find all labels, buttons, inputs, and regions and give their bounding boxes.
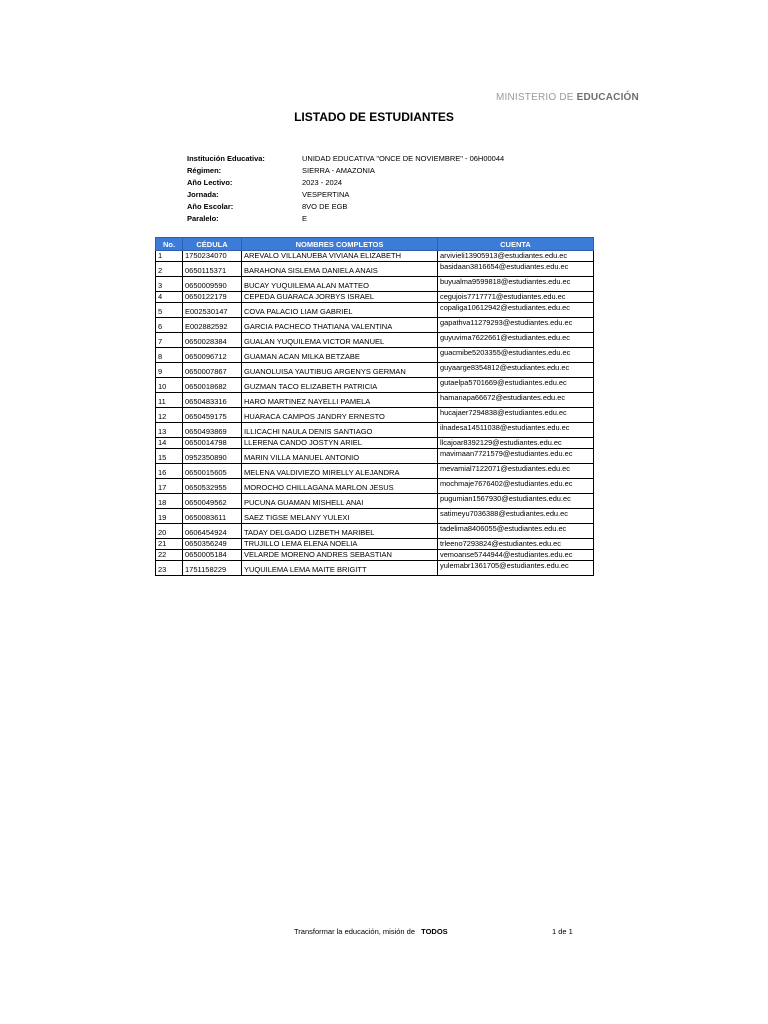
cell-name: GUAMAN ACAN MILKA BETZABE <box>242 348 438 363</box>
cell-name: HARO MARTINEZ NAYELLI PAMELA <box>242 393 438 408</box>
page-indicator: 1 de 1 <box>552 927 573 936</box>
cell-cedula: 0650483316 <box>183 393 242 408</box>
cell-cedula: 0650356249 <box>183 539 242 550</box>
cell-email: mochmaje7676402@estudiantes.edu.ec <box>438 479 594 494</box>
table-row <box>156 494 594 509</box>
cell-email: yulemabr1361705@estudiantes.edu.ec <box>438 561 594 576</box>
table-row <box>156 333 594 348</box>
footer-slogan <box>294 927 448 936</box>
page-title: LISTADO DE ESTUDIANTES <box>294 110 454 124</box>
cell-name: CEPEDA GUARACA JORBYS ISRAEL <box>242 292 438 303</box>
table-row <box>156 550 594 561</box>
cell-cedula: 0650015605 <box>183 464 242 479</box>
info-row <box>187 189 504 201</box>
cell-email: hucajaer7294838@estudiantes.edu.ec <box>438 408 594 423</box>
cell-email: cegujois7717771@estudiantes.edu.ec <box>438 292 594 303</box>
cell-cedula: 0650005184 <box>183 550 242 561</box>
table-row <box>156 348 594 363</box>
table-row <box>156 561 594 576</box>
info-value: SIERRA - AMAZONIA <box>302 166 375 175</box>
cell-email: satimeyu7036388@estudiantes.edu.ec <box>438 509 594 524</box>
cell-name: LLERENA CANDO JOSTYN ARIEL <box>242 438 438 449</box>
cell-name: GARCIA PACHECO THATIANA VALENTINA <box>242 318 438 333</box>
cell-no: 11 <box>156 393 183 408</box>
info-label: Año Escolar: <box>187 202 234 211</box>
cell-no: 4 <box>156 292 183 303</box>
cell-cedula: E002530147 <box>183 303 242 318</box>
cell-email: gutaelpa5701669@estudiantes.edu.ec <box>438 378 594 393</box>
students-table <box>155 237 594 576</box>
info-value: E <box>302 214 308 223</box>
cell-no: 6 <box>156 318 183 333</box>
info-label: Año Lectivo: <box>187 178 233 187</box>
cell-name: SAEZ TIGSE MELANY YULEXI <box>242 509 438 524</box>
cell-cedula: E002882592 <box>183 318 242 333</box>
info-value: VESPERTINA <box>302 190 350 199</box>
cell-cedula: 0650083611 <box>183 509 242 524</box>
table-row <box>156 464 594 479</box>
cell-cedula: 0952350890 <box>183 449 242 464</box>
cell-no: 10 <box>156 378 183 393</box>
cell-name: MOROCHO CHILLAGANA MARLON JESUS <box>242 479 438 494</box>
cell-cedula: 0650028384 <box>183 333 242 348</box>
footer-bold: TODOS <box>421 927 448 936</box>
table-row <box>156 524 594 539</box>
cell-cedula: 0606454924 <box>183 524 242 539</box>
cell-email: mevamial7122071@estudiantes.edu.ec <box>438 464 594 479</box>
info-row <box>187 213 504 225</box>
cell-no: 14 <box>156 438 183 449</box>
cell-cedula: 1751158229 <box>183 561 242 576</box>
cell-name: YUQUILEMA LEMA MAITE BRIGITT <box>242 561 438 576</box>
footer-text: Transformar la educación, misión de <box>294 927 416 936</box>
cell-name: BARAHONA SISLEMA DANIELA ANAIS <box>242 262 438 277</box>
cell-name: TADAY DELGADO LIZBETH MARIBEL <box>242 524 438 539</box>
cell-cedula: 0650009590 <box>183 277 242 292</box>
info-label: Institución Educativa: <box>187 154 265 163</box>
cell-no: 21 <box>156 539 183 550</box>
table-row <box>156 423 594 438</box>
cell-no: 17 <box>156 479 183 494</box>
table-row <box>156 539 594 550</box>
cell-no: 18 <box>156 494 183 509</box>
cell-name: AREVALO VILLANUEBA VIVIANA ELIZABETH <box>242 251 438 262</box>
cell-email: vemoanse5744944@estudiantes.edu.ec <box>438 550 594 561</box>
cell-name: COVA PALACIO LIAM GABRIEL <box>242 303 438 318</box>
cell-email: pugumian1567930@estudiantes.edu.ec <box>438 494 594 509</box>
cell-no: 9 <box>156 363 183 378</box>
cell-cedula: 0650493869 <box>183 423 242 438</box>
info-value: 8VO DE EGB <box>302 202 348 211</box>
cell-email: arvivieli13905913@estudiantes.edu.ec <box>438 251 594 262</box>
table-row <box>156 438 594 449</box>
table-row <box>156 277 594 292</box>
cell-email: trleeno7293824@estudiantes.edu.ec <box>438 539 594 550</box>
cell-name: BUCAY YUQUILEMA ALAN MATTEO <box>242 277 438 292</box>
table-row <box>156 318 594 333</box>
table-row <box>156 292 594 303</box>
cell-cedula: 0650115371 <box>183 262 242 277</box>
cell-cedula: 0650096712 <box>183 348 242 363</box>
cell-no: 16 <box>156 464 183 479</box>
cell-email: mavimaan7721579@estudiantes.edu.ec <box>438 449 594 464</box>
header-account: CUENTA <box>438 238 594 251</box>
cell-email: gapathva11279293@estudiantes.edu.ec <box>438 318 594 333</box>
cell-email: hamanapa66672@estudiantes.edu.ec <box>438 393 594 408</box>
info-row <box>187 153 504 165</box>
header-cedula: CÉDULA <box>183 238 242 251</box>
ministry-logo <box>496 92 639 103</box>
info-row <box>187 201 504 213</box>
cell-email: guacmibe5203355@estudiantes.edu.ec <box>438 348 594 363</box>
cell-cedula: 1750234070 <box>183 251 242 262</box>
cell-cedula: 0650014798 <box>183 438 242 449</box>
cell-no: 22 <box>156 550 183 561</box>
table-row <box>156 303 594 318</box>
info-value: 2023 - 2024 <box>302 178 343 187</box>
cell-cedula: 0650122179 <box>183 292 242 303</box>
cell-cedula: 0650459175 <box>183 408 242 423</box>
cell-no: 8 <box>156 348 183 363</box>
cell-no: 7 <box>156 333 183 348</box>
cell-name: MARIN VILLA MANUEL ANTONIO <box>242 449 438 464</box>
cell-email: copaliga10612942@estudiantes.edu.ec <box>438 303 594 318</box>
table-row <box>156 363 594 378</box>
logo-bold: EDUCACIÓN <box>576 92 639 103</box>
cell-email: guyuvima7622661@estudiantes.edu.ec <box>438 333 594 348</box>
table-row <box>156 262 594 277</box>
cell-no: 2 <box>156 262 183 277</box>
cell-name: VELARDE MORENO ANDRES SEBASTIAN <box>242 550 438 561</box>
cell-name: MELENA VALDIVIEZO MIRELLY ALEJANDRA <box>242 464 438 479</box>
cell-no: 15 <box>156 449 183 464</box>
cell-email: ilnadesa14511038@estudiantes.edu.ec <box>438 423 594 438</box>
cell-no: 23 <box>156 561 183 576</box>
info-row <box>187 177 504 189</box>
table-row <box>156 408 594 423</box>
cell-email: tadelima8406055@estudiantes.edu.ec <box>438 524 594 539</box>
institution-info <box>187 153 504 225</box>
cell-cedula: 0650532955 <box>183 479 242 494</box>
info-label: Paralelo: <box>187 214 219 223</box>
students-table-body <box>156 251 594 576</box>
cell-name: PUCUNA GUAMAN MISHELL ANAI <box>242 494 438 509</box>
table-row <box>156 393 594 408</box>
info-label: Régimen: <box>187 166 222 175</box>
info-value: UNIDAD EDUCATIVA "ONCE DE NOVIEMBRE" - 06H00044 <box>302 154 505 163</box>
cell-email: buyualma9599818@estudiantes.edu.ec <box>438 277 594 292</box>
table-row <box>156 449 594 464</box>
cell-name: TRUJILLO LEMA ELENA NOELIA <box>242 539 438 550</box>
header-no: No. <box>156 238 183 251</box>
table-row <box>156 479 594 494</box>
cell-cedula: 0650007867 <box>183 363 242 378</box>
cell-no: 12 <box>156 408 183 423</box>
info-label: Jornada: <box>187 190 219 199</box>
cell-no: 1 <box>156 251 183 262</box>
cell-name: GUALAN YUQUILEMA VICTOR MANUEL <box>242 333 438 348</box>
cell-no: 20 <box>156 524 183 539</box>
header-name: NOMBRES COMPLETOS <box>242 238 438 251</box>
cell-email: llcajoar8392129@estudiantes.edu.ec <box>438 438 594 449</box>
cell-name: ILLICACHI NAULA DENIS SANTIAGO <box>242 423 438 438</box>
logo-prefix: MINISTERIO DE <box>496 92 574 103</box>
cell-no: 5 <box>156 303 183 318</box>
table-header-row <box>156 238 594 251</box>
cell-name: HUARACA CAMPOS JANDRY ERNESTO <box>242 408 438 423</box>
table-row <box>156 251 594 262</box>
cell-cedula: 0650049562 <box>183 494 242 509</box>
info-row <box>187 165 504 177</box>
table-row <box>156 509 594 524</box>
cell-no: 13 <box>156 423 183 438</box>
cell-email: guyaarge8354812@estudiantes.edu.ec <box>438 363 594 378</box>
cell-no: 19 <box>156 509 183 524</box>
cell-name: GUANOLUISA YAUTIBUG ARGENYS GERMAN <box>242 363 438 378</box>
cell-cedula: 0650018682 <box>183 378 242 393</box>
cell-email: basidaan3816654@estudiantes.edu.ec <box>438 262 594 277</box>
cell-no: 3 <box>156 277 183 292</box>
cell-name: GUZMAN TACO ELIZABETH PATRICIA <box>242 378 438 393</box>
table-row <box>156 378 594 393</box>
